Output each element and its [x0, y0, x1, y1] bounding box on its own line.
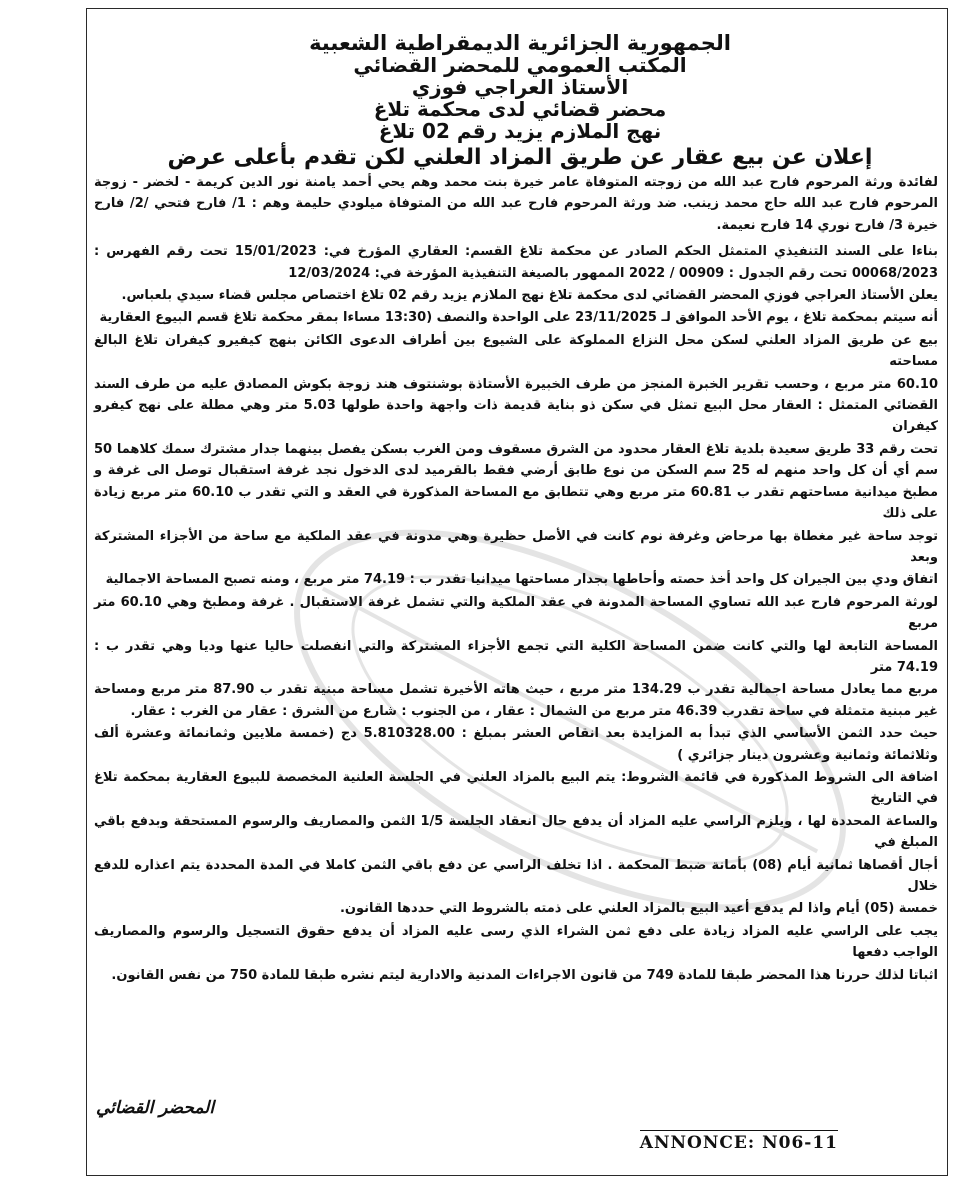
header-court: محضر قضائي لدى محكمة تلاغ [373, 97, 667, 121]
paragraph-executive-title: بناءا على السند التنفيذي المتمثل الحكم الصادر عن محكمة تلاغ القسم: العقاري المؤرخ في: 15/01/2023 تحت رقم الفهرس : 00068/2023 تحت رقم الجدول : 00909 / 2022 الممهور بالصيغة التنفيذية المؤرخة في: 12/03/2024 [94, 244, 938, 281]
header-republic: الجمهورية الجزائرية الديمقراطية الشعبية [309, 31, 731, 55]
annonce-number: ANNONCE: N06-11 [640, 1130, 838, 1153]
paragraph-resale: خمسة (05) أيام واذا لم يدفع أعيد البيع بالمزاد العلني على ذمته بالشروط التي حددها القانون. [339, 901, 938, 917]
paragraph-total-area: مربع مما يعادل مساحة اجمالية تقدر ب 134.29 متر مربع ، حيث هاته الأخيرة تشمل مساحة مبنية تقدر ب 87.90 متر مربع ومساحة غير مبنية متمثلة في ساحة تقدرب 46.39 متر مربع من الشمال : عقار ، من الجنوب : شارع من الشرق : عقار من الغرب : عقار. [94, 682, 938, 719]
paragraph-agreement: اتفاق ودي بين الجيران كل واحد أخذ حصته وأحاطها بجدار مساحتها ميدانيا تقدر ب : 74.19 متر مربع ، ومنه تصبح المساحة الاجمالية [105, 572, 938, 588]
document-header [100, 32, 940, 171]
paragraph-legal-basis: اثباتا لذلك حررنا هذا المحضر طبقا للمادة 749 من قانون الاجراءات المدنية والادارية ليتم نشره طبقا للمادة 750 من نفس القانون. [111, 967, 938, 983]
signature-bailiff: المحضر القضائي [96, 1098, 215, 1118]
paragraph-sale-object: بيع عن طريق المزاد العلني لسكن محل النزاع المملوكة على الشيوع بين أطراف الدعوى الكائن بنهج كيفيرو كيفران تلاغ البالغ مساحته [94, 332, 938, 370]
paragraph-auction-date: أنه سيتم بمحكمة تلاغ ، يوم الأحد الموافق لـ 23/11/2025 على الواحدة والنصف (13:30 مساءا بمقر محكمة تلاغ قسم البيوع العقارية [99, 310, 938, 326]
paragraph-conditions: اضافة الى الشروط المذكورة في قائمة الشروط: يتم البيع بالمزاد العلني في الجلسة العلنية المخصصة للبيوع العقارية بمحكمة تلاغ في التاريخ [94, 769, 938, 807]
header-address: نهج الملازم يزيد رقم 02 تلاغ [378, 119, 662, 143]
paragraph-announcement: يعلن الأستاذ العراجي فوزي المحضر القضائي لدى محكمة تلاغ نهج الملازم يزيد رقم 02 تلاغ اختصاص مجلس قضاء سيدي بلعباس. [121, 288, 938, 304]
document-title: إعلان عن بيع عقار عن طريق المزاد العلني لكن تقدم بأعلى عرض [167, 145, 873, 170]
paragraph-beneficiaries: لفائدة ورثة المرحوم فارح عبد الله من زوجته المتوفاة عامر خيرة بنت محمد وهم يحي أحمد يامنة نور الدين كريمة - لخضر - زوجة المرحوم فارح عبد الله حاج محمد زينب. ضد ورثة المرحوم فارح عبد الله من المتوفاة ميلودي حليمة وهم : 1/ فارح فتحي /2/ فارح خيرة 3/ فارح نوري 14 فارح نعيمة. [94, 175, 938, 233]
paragraph-property-description: تحت رقم 33 طريق سعيدة بلدية تلاغ العقار محدود من الشرق مسقوف ومن الغرب بسكن يفصل بينهما جدار مشترك سمك كلاهما 50 سم أي أن كل واحد منهم له 25 سم السكن من نوع طابق أرضي فقط بالقرميد لدى الدخول نجد غرفة استقبال توصل الى غرفة و مطبخ ميدانية مساحتهم تقدر ب 60.81 متر مربع وهي تتطابق مع المساحة المذكورة في العقد و التي تقدر ب 60.10 متر مربع زيادة على ذلك [94, 441, 938, 522]
paragraph-attached-area: المساحة التابعة لها والتي كانت ضمن المساحة الكلية التي تجمع الأجزاء المشتركة والتي انفصلت حاليا عنها وديا وهي تقدر ب : 74.19 متر [94, 638, 938, 675]
paragraph-heirs-area: لورثة المرحوم فارح عبد الله تساوي المساحة المدونة في عقد الملكية والتي تشمل غرفة الاستقبال . غرفة ومطبخ وهي 60.10 متر مربع [94, 594, 939, 632]
paragraph-fees: يجب على الراسي عليه المزاد زيادة على دفع ثمن الشراء الذي رسى عليه المزاد أن يدفع حقوق التسجيل والرسوم والمصاريف الواجب دفعها [94, 923, 938, 961]
header-bailiff-name: الأستاذ العراجي فوزي [411, 75, 629, 99]
paragraph-payment: والساعة المحددة لها ، ويلزم الراسي عليه المزاد أن يدفع حال انعقاد الجلسة 1/5 الثمن والمصاريف والرسوم المستحقة وبدفع باقي المبلغ في [94, 813, 939, 851]
paragraph-expert-report: 60.10 متر مربع ، وحسب تقرير الخبرة المنجز من طرف الخبيرة الأستاذة بوشنتوف هند زوجة بكوش المصادق عليه من طرف السند القضائي المتمثل : العقار محل البيع تمثل في سكن ذو بناية قديمة ذات واجهة واحدة طولها 5.03 متر وهي مطلة على نهج كيفرو كيفران [94, 376, 938, 435]
document-body [94, 172, 938, 987]
header-office: المكتب العمومي للمحضر القضائي [353, 53, 687, 77]
paragraph-deadline: أجال أقصاها ثمانية أيام (08) بأمانة ضبط المحكمة . اذا تخلف الراسي عن دفع باقي الثمن كاملا في المدة المحددة يتم اعذاره للدفع خلال [94, 857, 938, 894]
paragraph-courtyard: توجد ساحة غير مغطاة بها مرحاض وغرفة نوم كانت في الأصل حظيرة وهي مدونة في عقد الملكية مع ساحة من الأجزاء المشتركة وبعد [94, 528, 938, 565]
paragraph-base-price: حيث حدد الثمن الأساسي الذي تبدأ به المزايدة بعد انقاص العشر بمبلغ : 5.810328.00 دج (خمسة ملايين وثمانمائة وعشرة ألف وثلاثمائة وثمانية وعشرون دينار جزائري ) [94, 726, 938, 763]
